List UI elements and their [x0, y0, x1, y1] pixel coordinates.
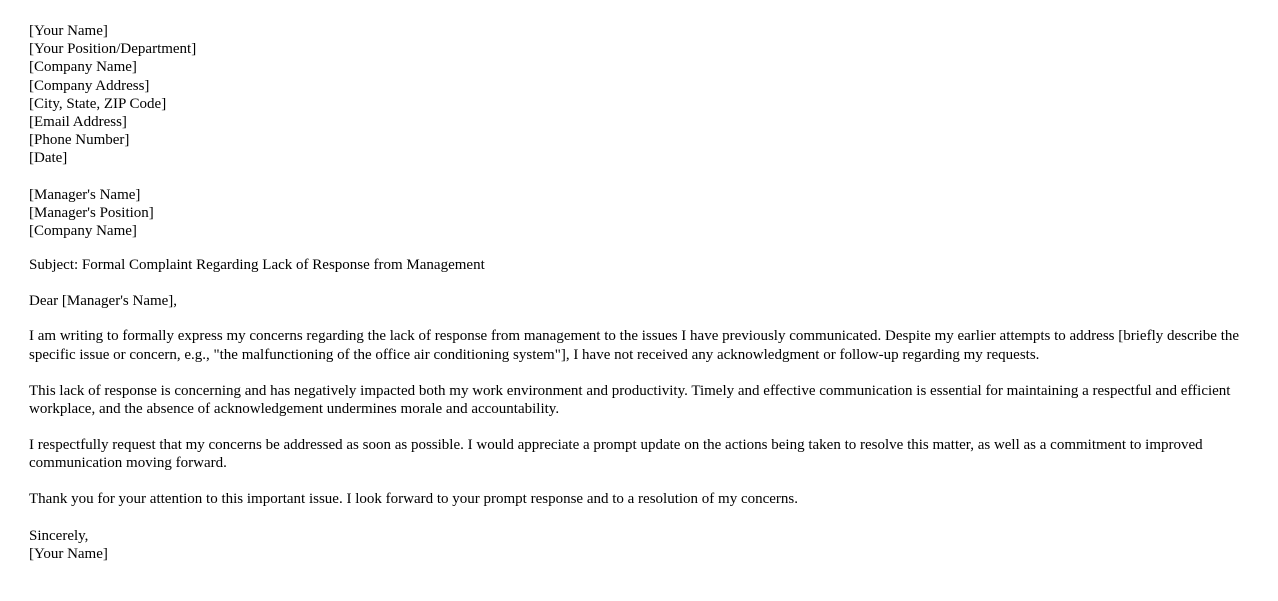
sender-line-city-state-zip: [City, State, ZIP Code]	[29, 95, 167, 112]
sender-line-company-address: [Company Address]	[29, 77, 150, 94]
spacer-sender-recipient	[29, 168, 1248, 186]
recipient-line-company-name: [Company Name]	[29, 223, 137, 240]
body-paragraph-2: This lack of response is concerning and has negatively impacted both my work environment and productivity. Timely and effective communication is essential for maintaining a respectful and efficient workplace, and the absence of acknowledgement undermines morale and accountability.	[29, 382, 1231, 418]
subject-line: Subject: Formal Complaint Regarding Lack of Response from Management	[29, 257, 485, 274]
body-paragraph-4: Thank you for your attention to this important issue. I look forward to your prompt response and to a resolution of my concerns.	[29, 490, 799, 507]
body-paragraph-1: I am writing to formally express my concerns regarding the lack of response from management to the issues I have previously communicated. Despite my earlier attempts to address [briefly describe the specific issue or concern, e.g., "the malfunctioning of the office air conditioning system"], I have not received any acknowledgment or follow-up regarding my requests.	[29, 328, 1240, 364]
recipient-address-block	[29, 186, 1248, 241]
recipient-line-manager-position: [Manager's Position]	[29, 204, 154, 221]
salutation: Dear [Manager's Name],	[29, 292, 178, 309]
closing-salutation: Sincerely,	[29, 527, 89, 544]
sender-address-block	[29, 22, 1248, 168]
sender-line-company-name: [Company Name]	[29, 59, 137, 76]
sender-line-email: [Email Address]	[29, 114, 127, 131]
spacer-before-closing	[29, 509, 1248, 527]
sender-line-position: [Your Position/Department]	[29, 41, 197, 58]
recipient-line-manager-name: [Manager's Name]	[29, 186, 141, 203]
closing-signature-name: [Your Name]	[29, 545, 108, 562]
sender-line-phone: [Phone Number]	[29, 132, 130, 149]
closing-block	[29, 527, 1248, 563]
body-paragraph-3: I respectfully request that my concerns be addressed as soon as possible. I would appreciate a prompt update on the actions being taken to resolve this matter, as well as a commitment to improved communication moving forward.	[29, 436, 1203, 472]
sender-line-date: [Date]	[29, 150, 68, 167]
spacer-recipient-subject	[29, 240, 1248, 256]
sender-line-your-name: [Your Name]	[29, 23, 108, 39]
